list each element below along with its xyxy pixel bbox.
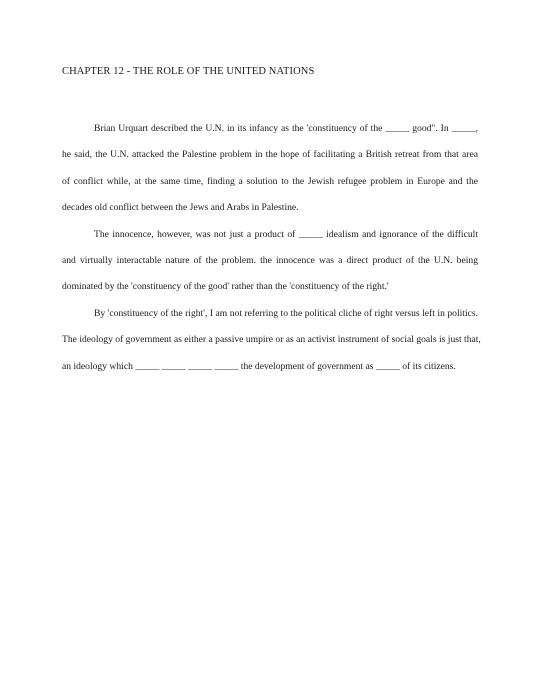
paragraph-3 [62,301,481,380]
paragraph-line: decades old conflict between the Jews and Arabs in Palestine. [62,202,299,214]
paragraph-line: dominated by the 'constituency of the good' rather than the 'constituency of the right.' [62,281,389,293]
paragraph-line: The innocence, however, was not just a product of _____ idealism and ignorance of the difficult [94,228,478,240]
chapter-title: CHAPTER 12 - THE ROLE OF THE UNITED NATIONS [62,66,315,77]
paragraph-line: and virtually interactable nature of the problem. the innocence was a direct product of the U.N. being [62,255,478,267]
paragraph-line: The ideology of government as either a passive umpire or as an activist instrument of social goals is just that, [62,334,481,346]
paragraph-line: Brian Urquart described the U.N. in its infancy as the 'constituency of the _____ good". In _____, [94,123,478,134]
paragraph-line: he said, the U.N. attacked the Palestine problem in the hope of facilitating a British retreat from that area [62,149,478,161]
paragraph-line: of conflict while, at the same time, finding a solution to the Jewish refugee problem in Europe and the [62,175,478,187]
paragraph-2 [62,222,478,301]
paragraph-1 [62,116,478,222]
document-body [62,116,481,380]
paragraph-line: By 'constituency of the right', I am not referring to the political cliche of right versus left in politics. [94,307,478,319]
paragraph-line: an ideology which _____ _____ _____ _____ the development of government as _____ of its citizens. [62,360,456,372]
